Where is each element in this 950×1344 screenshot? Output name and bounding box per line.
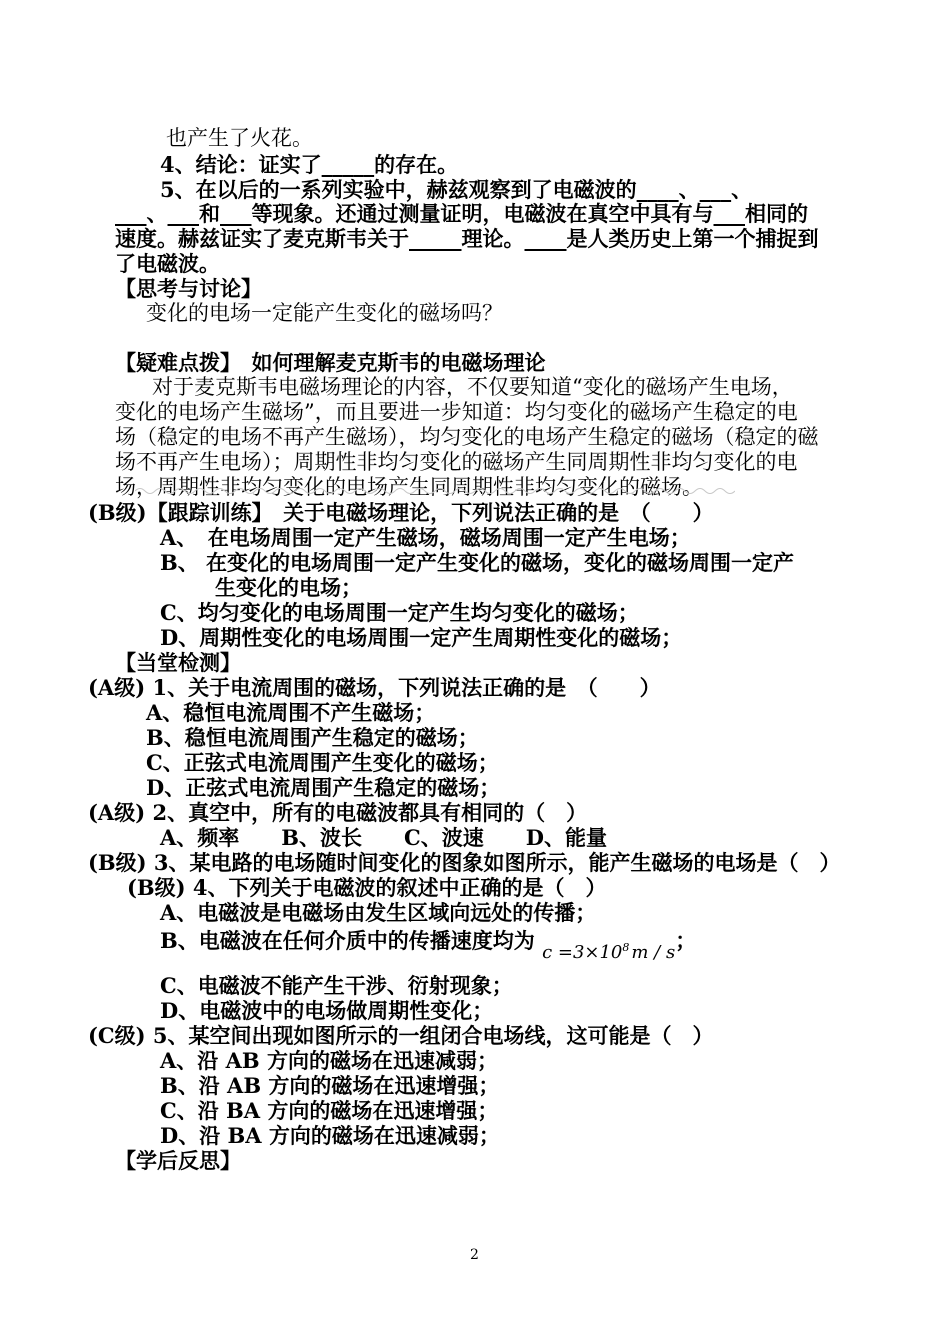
option-line: B、沿 AB 方向的磁场在迅速增强； bbox=[160, 1073, 500, 1098]
option-line: B、 在变化的电场周围一定产生变化的磁场，变化的磁场周围一定产 bbox=[160, 550, 795, 575]
question-line: (B级)【跟踪训练】 关于电磁场理论，下列说法正确的是 （ ） bbox=[88, 500, 714, 525]
question-line: (B级) 3、某电路的电场随时间变化的图象如图所示，能产生磁场的电场是（ ） bbox=[88, 850, 841, 875]
section-heading: 【当堂检测】 bbox=[115, 650, 241, 675]
text-line: 速度。赫兹证实了麦克斯韦关于_____理论。____是人类历史上第一个捕捉到 bbox=[115, 226, 819, 251]
option-line: D、电磁波中的电场做周期性变化； bbox=[160, 998, 494, 1023]
formula-tail: ； bbox=[675, 928, 697, 953]
text-line: 变化的电场一定能产生变化的磁场吗？ bbox=[146, 301, 503, 325]
option-line: A、 在电场周围一定产生磁场，磁场周围一定产生电场； bbox=[160, 525, 691, 550]
section-heading: 【思考与讨论】 bbox=[115, 276, 262, 301]
text-line: 场，周期性非均匀变化的电场产生同周期性非均匀变化的磁场。 bbox=[115, 475, 703, 499]
question-line: (A级) 1、关于电流周围的磁场，下列说法正确的是 （ ） bbox=[88, 675, 661, 700]
text-line: 场（稳定的电场不再产生磁场），均匀变化的电场产生稳定的磁场（稳定的磁 bbox=[115, 425, 819, 449]
text-line: 4、结论：证实了_____的存在。 bbox=[160, 152, 459, 177]
text-line: 场不再产生电场）；周期性非均匀变化的磁场产生同周期性非均匀变化的电 bbox=[115, 450, 798, 474]
formula-exponent: 8 bbox=[622, 941, 630, 954]
option-line: A、电磁波是电磁场由发生区域向远处的传播； bbox=[160, 900, 597, 925]
section-heading: 【疑难点拨】 如何理解麦克斯韦的电磁场理论 bbox=[115, 350, 546, 375]
text-line: 对于麦克斯韦电磁场理论的内容，不仅要知道“变化的磁场产生电场， bbox=[152, 375, 793, 399]
page-number: 2 bbox=[470, 1247, 479, 1263]
option-line: D、周期性变化的电场周围一定产生周期性变化的磁场； bbox=[160, 625, 683, 650]
question-line: (B级) 4、下列关于电磁波的叙述中正确的是（ ） bbox=[127, 875, 607, 900]
option-line bbox=[160, 925, 697, 963]
question-line: (C级) 5、某空间出现如图所示的一组闭合电场线，这可能是（ ） bbox=[88, 1023, 714, 1048]
option-line: A、沿 AB 方向的磁场在迅速减弱； bbox=[160, 1048, 498, 1073]
option-line: D、沿 BA 方向的磁场在迅速减弱； bbox=[160, 1123, 500, 1148]
formula-unit: m / s bbox=[631, 942, 676, 963]
formula-base: c =3×10 bbox=[542, 942, 623, 963]
text-line: 了电磁波。 bbox=[115, 251, 220, 276]
option-line: A、频率 B、波长 C、波速 D、能量 bbox=[160, 825, 607, 850]
speed-formula bbox=[542, 942, 675, 963]
text-line: ___、___和___等现象。还通过测量证明，电磁波在真空中具有与___相同的 bbox=[115, 201, 808, 226]
option-line: C、电磁波不能产生干涉、衍射现象； bbox=[160, 973, 513, 998]
text-line: 5、在以后的一系列实验中，赫兹观察到了电磁波的____、___、 bbox=[160, 177, 753, 202]
option-line: A、稳恒电流周围不产生磁场； bbox=[146, 700, 436, 725]
option-text: B、电磁波在任何介质中的传播速度均为 bbox=[160, 928, 535, 953]
text-line: 变化的电场产生磁场”，而且要进一步知道：均匀变化的磁场产生稳定的电 bbox=[115, 400, 798, 424]
option-line: C、正弦式电流周围产生变化的磁场； bbox=[146, 750, 499, 775]
option-line: 生变化的电场； bbox=[215, 575, 362, 600]
question-line: (A级) 2、真空中，所有的电磁波都具有相同的（ ） bbox=[88, 800, 588, 825]
option-line: D、正弦式电流周围产生稳定的磁场； bbox=[146, 775, 501, 800]
option-line: C、沿 BA 方向的磁场在迅速增强； bbox=[160, 1098, 499, 1123]
section-heading: 【学后反思】 bbox=[115, 1148, 241, 1173]
option-line: C、均匀变化的电场周围一定产生均匀变化的磁场； bbox=[160, 600, 639, 625]
wavy-underline bbox=[135, 486, 735, 496]
text-line: 也产生了火花。 bbox=[166, 126, 313, 150]
option-line: B、稳恒电流周围产生稳定的磁场； bbox=[146, 725, 479, 750]
